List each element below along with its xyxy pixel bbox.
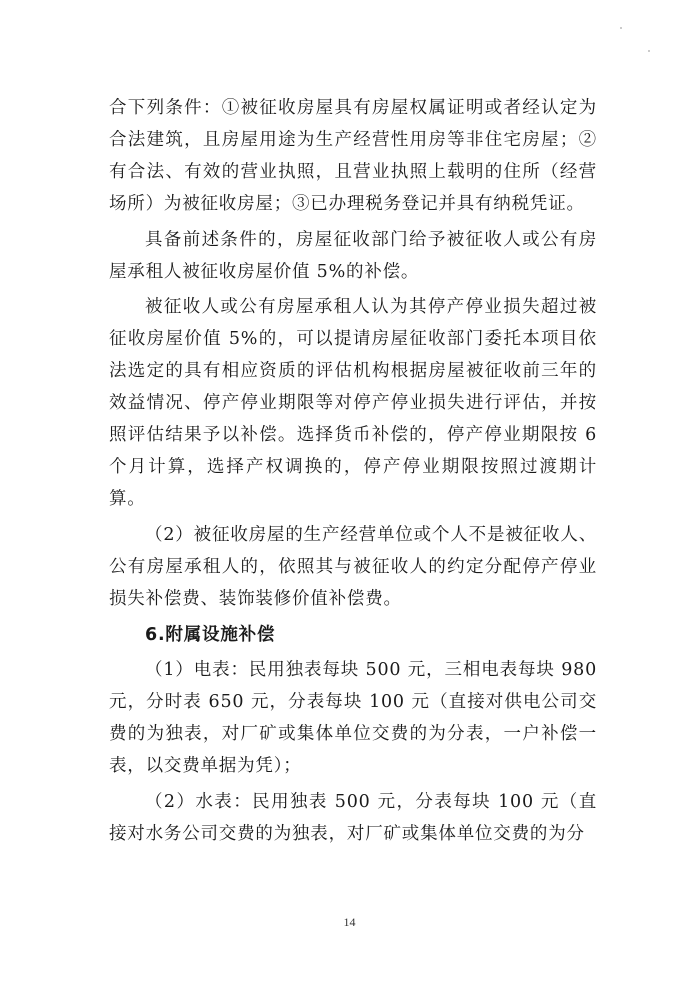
paragraph-conditions: 合下列条件：①被征收房屋具有房屋权属证明或者经认定为合法建筑，且房屋用途为生产经营性用房等非住宅房屋；②有合法、有效的营业执照，且营业执照上载明的住所（经营场所）为被征收房屋；③已办理税务登记并具有纳税凭证。 [109, 98, 597, 214]
section-heading-ancillary-facilities: 6.附属设施补偿 [145, 624, 276, 645]
scan-speck [648, 50, 650, 52]
paragraph-loss-assessment: 被征收人或公有房屋承租人认为其停产停业损失超过被征收房屋价值 5%的，可以提请房屋征收部门委托本项目依法选定的具有相应资质的评估机构根据房屋被征收前三年的效益情况、停产停业期限等对停产停业损失进行评估，并按照评估结果予以补偿。选择货币补偿的，停产停业期限按 6 个月计算，选择产权调换的，停产停业期限按照过渡期计算。 [109, 297, 597, 509]
paragraph-non-owner-operator: （2）被征收房屋的生产经营单位或个人不是被征收人、公有房屋承租人的，依照其与被征收人的约定分配停产停业损失补偿费、装饰装修价值补偿费。 [109, 524, 597, 609]
scan-speck [620, 27, 622, 29]
document-body [109, 93, 597, 855]
page-number: 14 [343, 915, 356, 929]
paragraph-electric-meter: （1）电表：民用独表每块 500 元，三相电表每块 980 元，分时表 650 元，分表每块 100 元（直接对供电公司交费的为独表，对厂矿或集体单位交费的为分表，一户补偿一表，以交费单据为凭）； [109, 660, 597, 777]
paragraph-water-meter: （2）水表：民用独表 500 元，分表每块 100 元（直接对水务公司交费的为独表，对厂矿或集体单位交费的为分 [109, 792, 597, 844]
paragraph-five-percent-compensation: 具备前述条件的，房屋征收部门给予被征收人或公有房屋承租人被征收房屋价值 5%的补偿。 [109, 229, 597, 282]
